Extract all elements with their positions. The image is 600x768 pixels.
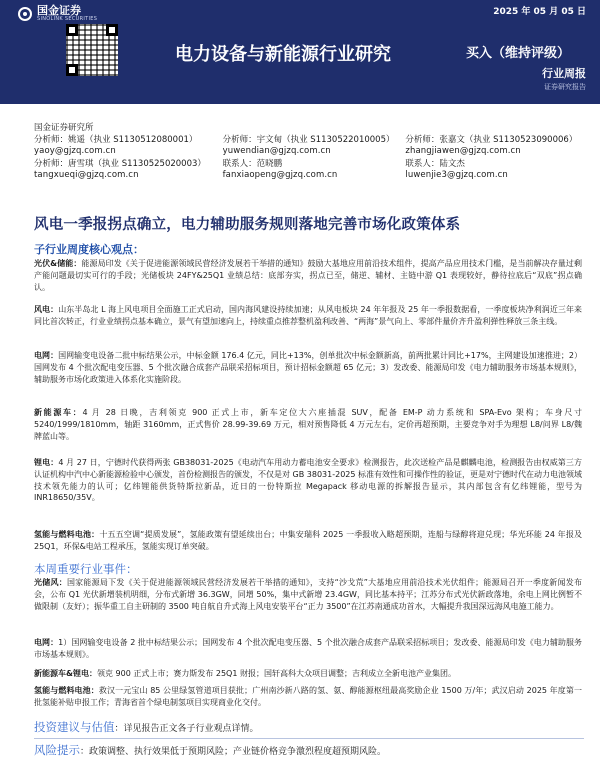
core-view-hydrogen	[34, 529, 582, 553]
investment-advice	[34, 722, 582, 736]
event-solar-wind	[34, 577, 582, 612]
report-subtype: 证券研究报告	[544, 83, 586, 91]
brand-logo	[18, 5, 97, 22]
analyst-card	[405, 135, 594, 157]
core-view-lithium	[34, 457, 582, 504]
analyst-email[interactable]: yuwendian@gjzq.com.cn	[222, 146, 331, 156]
analyst-name: 联系人：范晓鹏	[222, 159, 283, 169]
analyst-row	[34, 135, 594, 157]
investment-text: ：详见报告正文各子行业观点详情。	[114, 724, 259, 734]
event-text: 领克 900 正式上市；赛力斯发布 25Q1 财报；国轩高科大众项目调整；吉利成立全新电池产业集团。	[96, 669, 456, 678]
analyst-name: 分析师：唐雪琪（执业 S1130525020003）	[34, 159, 206, 169]
analyst-email[interactable]: yaoy@gjzq.com.cn	[34, 146, 116, 156]
core-view-text: 4 月 27 日，宁德时代获得两张 GB38031-2025《电动汽车用动力蓄电池安全要求》检测报告，此次送检产品是麒麟电池，检测报告由权威第三方认证机构中汽中心新能源检验中心颁发，首份检测报告的颁发，不仅是对 GB 38031-2025 标准有效性和可操作性的验证，更是对宁德时代在动力电池领域技术领先能力的认可；亿纬锂能供货特斯拉新品，近日的一份特斯拉 Megapack 移动电源的拆解报告显示，其内部包含有亿纬锂能，型号为 INR18650/35V。	[34, 458, 583, 503]
risk-warning	[34, 745, 582, 759]
event-label: 光储风：	[34, 578, 67, 587]
core-view-label: 风电：	[34, 305, 59, 314]
analyst-row	[34, 159, 594, 181]
report-header	[0, 0, 600, 104]
analyst-name: 分析师：宇文甸（执业 S1130522010005）	[222, 135, 395, 145]
analyst-card	[405, 159, 594, 181]
analyst-name: 联系人：陆文杰	[405, 159, 465, 169]
section-title-events: 本周重要行业事件：	[34, 562, 138, 576]
logo-text-cn: 国金证券	[37, 4, 81, 17]
analyst-block	[34, 123, 594, 181]
analyst-card	[34, 159, 223, 181]
event-text: 国家能源局下发《关于促进能源领域民营经济发展若干举措的通知》，支持“沙戈荒”大基地应用前沿技术光伏组件；能源局召开一季度新闻发布会，公布 Q1 光伏新增装机明细，分布式新增 36.3GW，同增 50%，集中式新增 23.4GW，同比基本持平；江苏分布式光伏新政落地，余电上网比例暂不做限制（友好）；振华重工自主研制的 3500 吨自航自升式海上风电安装平台“正力 3500”在江苏南通成功首水，大幅提升我国深远海风电施工能力。	[34, 578, 582, 611]
core-view-wind	[34, 304, 582, 328]
event-label: 氢能与燃料电池：	[34, 686, 99, 695]
section-title-core-views: 子行业周度核心观点：	[34, 243, 144, 256]
logo-text-en: SINOLINK SECURITIES	[37, 16, 98, 22]
section-title-risk: 风险提示	[34, 743, 80, 757]
analyst-card	[223, 159, 406, 181]
event-label: 新能源车&锂电：	[34, 669, 97, 678]
analyst-card	[223, 135, 406, 157]
core-view-text: 国网输变电设备二批中标结果公示，中标金额 176.4 亿元，同比+13%，创单批次中标金额新高，前两批累计同比+17%，主网建设加速推进；2）国网发布 4 个批次配电变压器、5 个批次融合成套产品联采招标项目，预计招标金额超 65 亿元；3）发改委、能源局印发《电力辅助服务市场基本规则》，辅助服务市场化政策进入体系化实施阶段。	[34, 351, 583, 384]
core-view-text: 山东半岛北 L 海上风电项目全面施工正式启动，国内海风建设持续加速；从风电板块 24 年年报及 25 年一季报数据看，一季度板块净利润近三年来同比首次转正，行业业绩拐点基本确立，景气有望加速向上，持续重点推荐整机盈利改善、“两海”景气向上、零部件量价齐升盈利弹性释放三条主线。	[34, 305, 583, 326]
section-title-investment: 投资建议与估值	[34, 720, 115, 734]
core-view-label: 光伏&储能：	[34, 259, 82, 268]
logo-icon	[18, 7, 32, 21]
core-view-label: 新能源车：	[34, 408, 83, 417]
headline: 风电一季报拐点确立，电力辅助服务规则落地完善市场化政策体系	[34, 217, 461, 233]
analyst-email[interactable]: zhangjiawen@gjzq.com.cn	[405, 146, 521, 156]
section-divider	[34, 738, 584, 739]
event-hydrogen	[34, 685, 582, 709]
qr-code-icon	[66, 24, 118, 76]
core-view-text: 4 月 28 日晚，吉利领克 900 正式上市，新车定位大六座插混 SUV，配备 EM-P 动力系统和 SPA-Evo 架构；车身尺寸 5240/1999/1810mm，轴距 3160mm，正式售价 28.99-39.69 万元，相对预售降低 4 万元左右，定价再超预期，主要竞争对手为理想 L8/问界 L8/魏牌蓝山等。	[34, 408, 583, 441]
analyst-name: 分析师：姚遥（执业 S1130512080001）	[34, 135, 198, 145]
core-view-text: 能源局印发《关于促进能源领域民营经济发展若干举措的通知》鼓励大基地应用前沿技术组件，提高产品应用技术门槛，是当前解决存量过剩产能问题最切实可行的手段；光储板块 24FY&25Q1 业绩总结：底部夯实，拐点已至，储逆、辅材、主链中游 Q1 表现较好，静待拉底后“双底”拐点确认。	[34, 259, 582, 292]
event-text: 1）国网输变电设备 2 批中标结果公示；国网发布 4 个批次配电变压器、5 个批次融合成套产品联采招标项目；发改委、能源局印发《电力辅助服务市场基本规则》。	[34, 638, 583, 659]
core-view-label: 电网：	[34, 351, 59, 360]
report-title: 电力设备与新能源行业研究	[175, 44, 391, 65]
event-label: 电网：	[34, 638, 59, 647]
risk-text: ：政策调整、执行效果低于预期风险；产业链价格竞争激烈程度超预期风险。	[80, 747, 387, 757]
analyst-email[interactable]: fanxiaopeng@gjzq.com.cn	[222, 170, 338, 180]
event-grid	[34, 637, 582, 661]
core-view-label: 氢能与燃料电池：	[34, 530, 100, 539]
analyst-email[interactable]: luwenjie3@gjzq.com.cn	[405, 170, 508, 180]
analyst-card	[34, 135, 223, 157]
core-view-text: 十五五空调“提质发展”，氢能政策有望延续出台；中集安瑞科 2025 一季报收入略超预期，连船与绿醇将迎兑现；华光环能 24 年报及 25Q1，环保&电站工程承压，氢能实现订单突破。	[34, 530, 583, 551]
report-type: 行业周报	[542, 67, 586, 80]
analyst-name: 分析师：张嘉文（执业 S1130523090006）	[405, 135, 578, 145]
core-view-solar-storage	[34, 258, 582, 293]
core-view-label: 锂电：	[34, 458, 59, 467]
core-view-nev	[34, 407, 582, 442]
event-nev-lithium	[34, 668, 582, 680]
institution-name: 国金证券研究所	[34, 123, 94, 133]
report-date: 2025 年 05 月 05 日	[493, 7, 586, 17]
event-text: 救汉一元宝山 85 公里绿氢管道项目获批；广州南沙新八路的氢、氨、醇能源枢纽最高奖励企业 1500 万/年；武汉启动 2025 年度第一批氢能补贴申报工作；青海省首个绿电制氢项目实现商业化交付。	[34, 686, 582, 707]
rating-badge: 买入（维持评级）	[465, 46, 570, 61]
core-view-grid	[34, 350, 582, 385]
analyst-email[interactable]: tangxueqi@gjzq.com.cn	[34, 170, 139, 180]
